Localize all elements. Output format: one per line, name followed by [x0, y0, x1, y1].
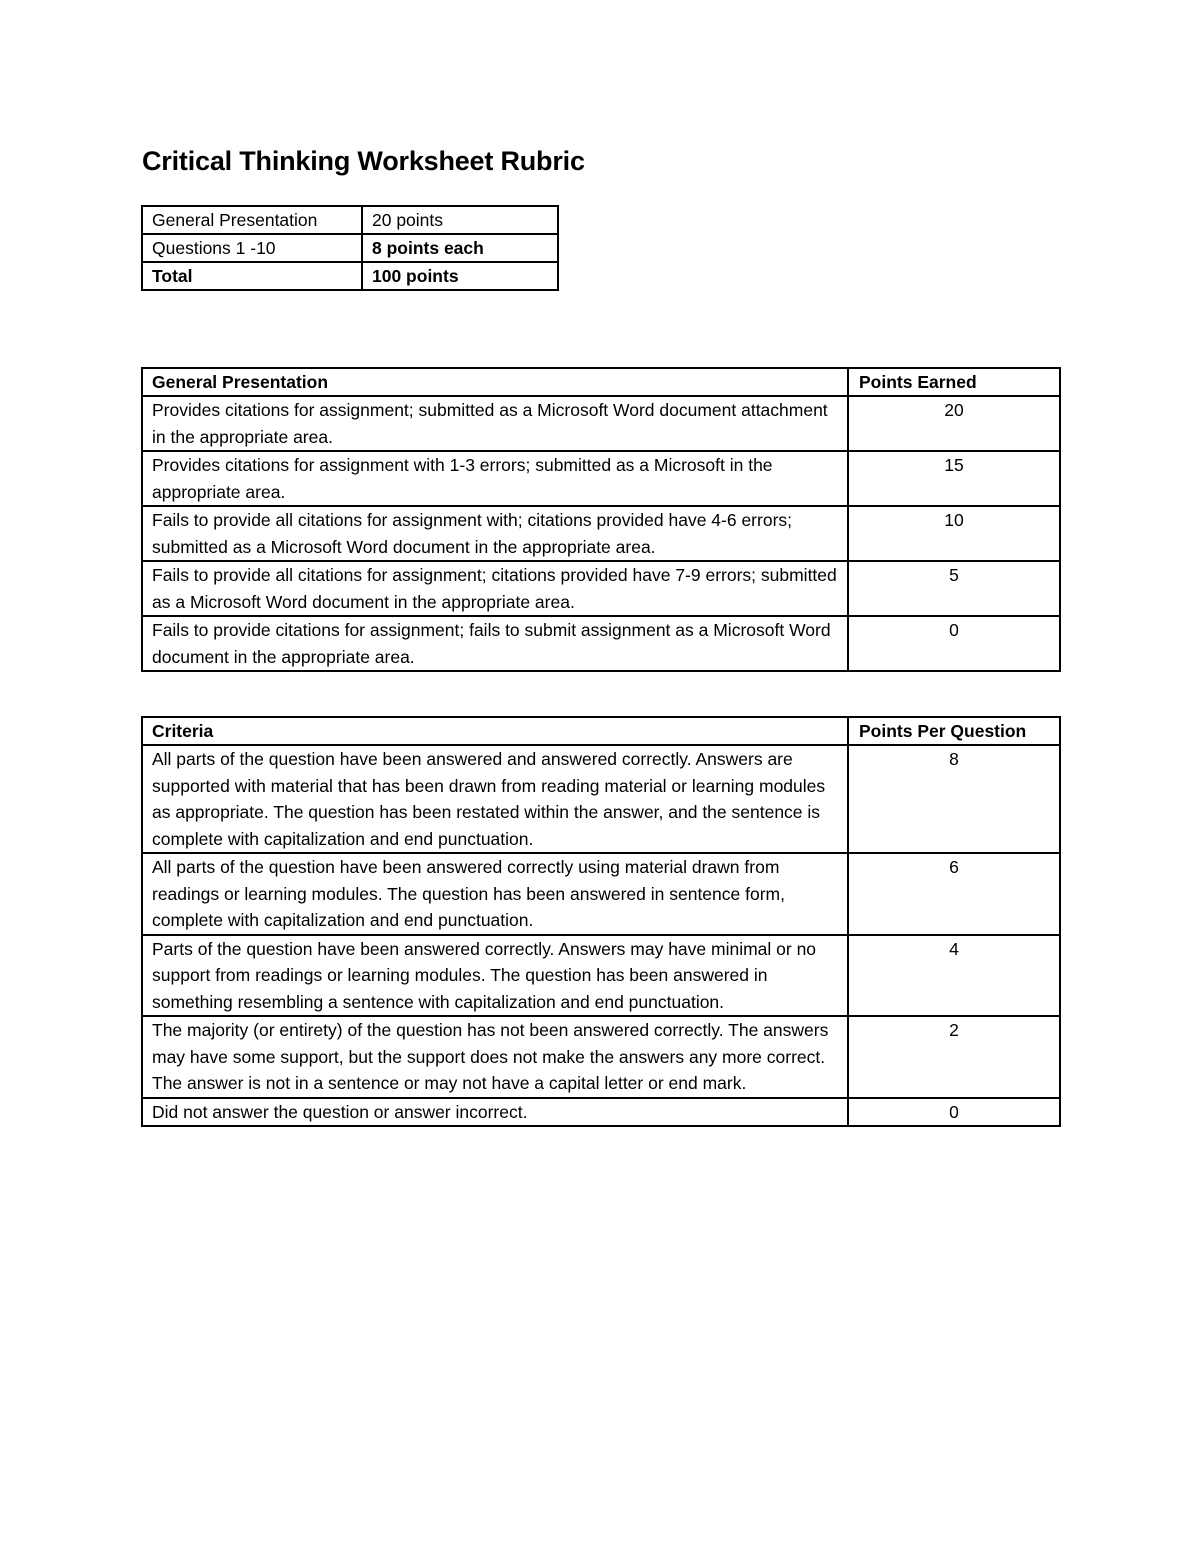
- summary-value: 100 points: [362, 262, 558, 290]
- column-header-points: Points Per Question: [848, 717, 1060, 745]
- summary-row-total: [142, 262, 558, 290]
- table-row: [142, 396, 1060, 451]
- criteria-text: All parts of the question have been answered correctly using material drawn from readings or learning modules. The question has been answered in sentence form, complete with capitalization and end punctuation.: [142, 853, 848, 935]
- criteria-table: [141, 716, 1061, 1127]
- points-value: 15: [848, 451, 1060, 506]
- points-value: 4: [848, 935, 1060, 1017]
- summary-value: 20 points: [362, 206, 558, 234]
- points-value: 20: [848, 396, 1060, 451]
- points-summary-table: [141, 205, 559, 291]
- points-value: 0: [848, 616, 1060, 671]
- column-header-criteria: General Presentation: [142, 368, 848, 396]
- table-row: [142, 616, 1060, 671]
- summary-label: General Presentation: [142, 206, 362, 234]
- criteria-text: Provides citations for assignment with 1-3 errors; submitted as a Microsoft in the appropriate area.: [142, 451, 848, 506]
- table-row: [142, 1016, 1060, 1098]
- criteria-text: Fails to provide all citations for assignment; citations provided have 7-9 errors; submitted as a Microsoft Word document in the appropriate area.: [142, 561, 848, 616]
- criteria-text: All parts of the question have been answered and answered correctly. Answers are supported with material that has been drawn from reading material or learning modules as appropriate. The question has been restated within the answer, and the sentence is complete with capitalization and end punctuation.: [142, 745, 848, 853]
- table-header-row: [142, 717, 1060, 745]
- criteria-text: Fails to provide citations for assignment; fails to submit assignment as a Microsoft Word document in the appropriate area.: [142, 616, 848, 671]
- summary-label: Total: [142, 262, 362, 290]
- summary-row: [142, 234, 558, 262]
- table-row: [142, 451, 1060, 506]
- criteria-text: The majority (or entirety) of the question has not been answered correctly. The answers may have some support, but the support does not make the answers any more correct. The answer is not in a sentence or may not have a capital letter or end mark.: [142, 1016, 848, 1098]
- table-row: [142, 935, 1060, 1017]
- points-value: 8: [848, 745, 1060, 853]
- table-row: [142, 853, 1060, 935]
- points-value: 5: [848, 561, 1060, 616]
- criteria-text: Provides citations for assignment; submitted as a Microsoft Word document attachment in the appropriate area.: [142, 396, 848, 451]
- summary-value: 8 points each: [362, 234, 558, 262]
- table-row: [142, 506, 1060, 561]
- criteria-text: Did not answer the question or answer incorrect.: [142, 1098, 848, 1127]
- criteria-text: Parts of the question have been answered correctly. Answers may have minimal or no support from readings or learning modules. The question has been answered in something resembling a sentence with capitalization and end punctuation.: [142, 935, 848, 1017]
- table-row: [142, 561, 1060, 616]
- general-presentation-table: [141, 367, 1061, 672]
- points-value: 0: [848, 1098, 1060, 1127]
- summary-row: [142, 206, 558, 234]
- criteria-text: Fails to provide all citations for assignment with; citations provided have 4-6 errors; submitted as a Microsoft Word document in the appropriate area.: [142, 506, 848, 561]
- table-row: [142, 745, 1060, 853]
- points-value: 6: [848, 853, 1060, 935]
- summary-label: Questions 1 -10: [142, 234, 362, 262]
- points-value: 2: [848, 1016, 1060, 1098]
- column-header-criteria: Criteria: [142, 717, 848, 745]
- points-value: 10: [848, 506, 1060, 561]
- column-header-points: Points Earned: [848, 368, 1060, 396]
- page-title: Critical Thinking Worksheet Rubric: [142, 146, 585, 176]
- table-header-row: [142, 368, 1060, 396]
- table-row: [142, 1098, 1060, 1127]
